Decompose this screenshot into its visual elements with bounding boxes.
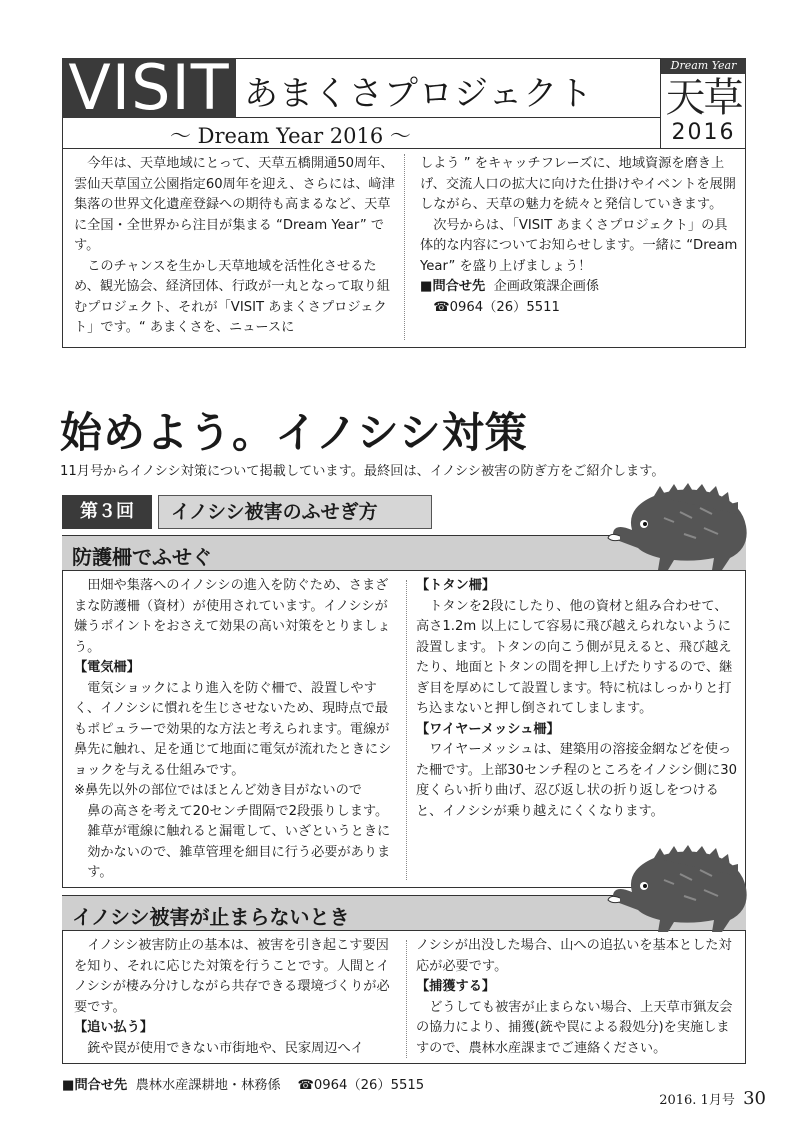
section-heading-text: 防護柵でふせぐ [72, 545, 212, 569]
subheading-wire: 【ワイヤーメッシュ柵】 [416, 721, 560, 737]
section-heading-text: イノシシ被害が止まらないとき [72, 905, 350, 929]
page-title: 始めよう。イノシシ対策 [60, 408, 528, 457]
subheading-chase: 【追い払う】 [74, 1020, 154, 1035]
page-num: 30 [743, 1088, 766, 1109]
paragraph: どうしても被害が止まらない場合、上天草市猟友会の協力により、捕獲(銃や罠による殺処分)を実施しますので、農林水産課までご連絡ください。 [416, 999, 733, 1056]
contact-label: ■問合せ先 [62, 1078, 128, 1093]
paragraph: このチャンスを生かし天草地域を活性化させるため、観光協会、経済団体、行政が一丸となって取り組むプロジェクト、それが「VISIT あまくさプロジェクト」です。“ あまくさを、ニュースに [74, 258, 390, 335]
paragraph: 次号からは、「VISIT あまくさプロジェクト」の具体的な内容についてお知らせします。一緒に “Dream Year” を盛り上げましょう！ [420, 217, 738, 274]
fence-column-1 [74, 576, 400, 884]
paragraph: しよう ” をキャッチフレーズに、地域資源を磨き上げ、交流人口の拡大に向けた仕掛けやイベントを展開しながら、天草の魅力を続々と発信していきます。 [420, 156, 736, 212]
paragraph: 田畑や集落へのイノシシの進入を防ぐため、さまざまな防護柵（資材）が使用されています。イノシシが嫌うポイントをおさえて効果の高い対策をとりましょう。 [74, 578, 391, 655]
subheading-capture: 【捕獲する】 [416, 979, 496, 994]
visit-title: あまくさプロジェクト [244, 74, 594, 114]
boar-icon [604, 840, 754, 936]
visit-column-2 [420, 154, 740, 318]
issue-label: 2016. 1月号 [659, 1093, 735, 1108]
paragraph: ノシシが出没した場合、山への追払いを基本とした対応が必要です。 [416, 938, 732, 974]
visit-logo: VISIT [62, 58, 236, 118]
paragraph: ワイヤーメッシュは、建築用の溶接金網などを使った柵です。上部30センチ程のところをイノシシ側に30度くらい折り曲げ、忍び返し状の折り返しをつけると、イノシシが乗り越えにくくなります。 [416, 742, 737, 819]
page-number [659, 1088, 766, 1109]
emblem-year: 2016 [671, 120, 736, 145]
visit-title-bar [236, 58, 660, 118]
visit-subtitle: ～ Dream Year 2016 ～ [170, 124, 411, 148]
boar-icon [604, 478, 754, 574]
column-divider [406, 580, 407, 880]
episode-bar [62, 495, 432, 529]
damage-column-2 [416, 936, 740, 1059]
column-divider [404, 154, 405, 340]
episode-title: イノシシ被害のふせぎ方 [158, 495, 432, 529]
subheading-electric: 【電気柵】 [74, 660, 140, 675]
contact-line [420, 277, 740, 298]
note-body: 鼻の高さを考えて20センチ間隔で2段張りします。雑草が電線に触れると漏電して、いざというときに効かないので、雑草管理を細目に行う必要があります。 [87, 803, 391, 880]
subheading-tin: 【トタン柵】 [416, 578, 496, 593]
episode-number: 第３回 [62, 495, 152, 529]
damage-column-1 [74, 936, 400, 1059]
contact-label: ■問合せ先 [420, 279, 486, 294]
fence-column-2 [416, 576, 740, 822]
emblem-kanji: 天草 [665, 75, 742, 121]
note-head: ※鼻先以外の部位ではほとんど効き目がないので [74, 783, 362, 798]
intro-text: 11月号からイノシシ対策について掲載しています。最終回は、イノシシ被害の防ぎ方をご紹介します。 [60, 464, 665, 479]
contact-tel: ☎0964（26）5515 [297, 1078, 425, 1093]
dream-year-emblem [660, 58, 746, 148]
paragraph: 電気ショックにより進入を防ぐ柵で、設置しやすく、イノシシに慣れを生じさせないため、現時点で最もポピュラーで効果的な方法と考えられます。電線が鼻先に触れ、足を通じて地面に電気が流れたときにショックを与える仕組みです。 [74, 680, 392, 778]
column-divider [406, 940, 407, 1058]
paragraph: イノシシ被害防止の基本は、被害を引き起こす要因を知り、それに応じた対策を行うことです。人間とイノシシが棲み分けしながら共存できる環境づくりが必要です。 [74, 938, 390, 1015]
divider [62, 148, 746, 149]
contact-dept: 企画政策課企画係 [493, 279, 600, 294]
paragraph: 今年は、天草地域にとって、天草五橋開通50周年、雲仙天草国立公園指定60周年を迎え、さらには、﨑津集落の世界文化遺産登録への期待も高まるなど、天草に全国・全世界から注目が集まる “Dream Year” です。 [74, 156, 395, 253]
paragraph: トタンを2段にしたり、他の資材と組み合わせて、高さ1.2m 以上にして容易に飛び越えられないように設置します。トタンの向こう側が見えると、飛び越えたり、地面とトタンの間を押し上げたりするので、継ぎ目を厚めにして設置します。特に杭はしっかりと打ち込まないと押し倒されてしまします。 [416, 598, 733, 716]
contact-tel: ☎0964（26）5511 [433, 299, 560, 315]
paragraph: 銃や罠が使用できない市街地や、民家周辺へイ [87, 1040, 364, 1056]
visit-column-1 [74, 154, 398, 339]
contact-dept: 農林水産課耕地・林務係 [135, 1078, 281, 1093]
emblem-top: Dream Year [661, 58, 746, 74]
footer-contact [62, 1074, 424, 1093]
